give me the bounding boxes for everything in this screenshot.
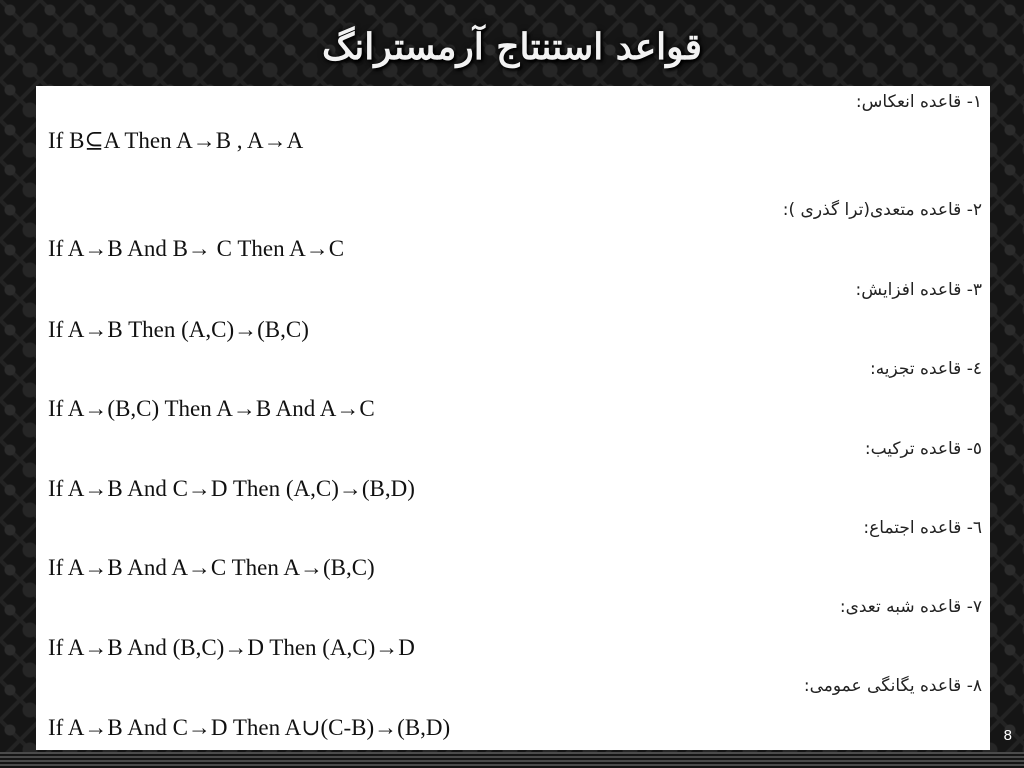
bottom-border [0,752,1024,768]
rule-heading-2: ۲- قاعده متعدی(ترا گذری ): [782,200,982,220]
page-number: 8 [1003,727,1012,744]
rule-formula-8: If A→B And C→D Then A∪(C-B)→(B,D) [48,715,451,740]
rule-heading-3: ۳- قاعده افزایش: [855,280,982,300]
rule-heading-1: ۱- قاعده انعکاس: [855,92,982,112]
rule-formula-1: If B⊆A Then A→B , A→A [48,128,304,153]
slide-title: قواعد استنتاج آرمسترانگ [322,26,702,68]
rule-heading-6: ٦- قاعده اجتماع: [863,518,982,538]
rule-formula-5: If A→B And C→D Then (A,C)→(B,D) [48,476,415,501]
rule-formula-6: If A→B And A→C Then A→(B,C) [48,555,375,580]
rule-heading-5: ٥- قاعده ترکیب: [864,439,982,459]
rule-heading-7: ۷- قاعده شبه تعدی: [839,597,982,617]
rule-formula-2: If A→B And B→ C Then A→C [48,236,345,261]
rule-heading-4: ٤- قاعده تجزیه: [869,359,982,379]
rule-formula-7: If A→B And (B,C)→D Then (A,C)→D [48,635,415,660]
rule-formula-3: If A→B Then (A,C)→(B,C) [48,317,309,342]
rule-formula-4: If A→(B,C) Then A→B And A→C [48,396,375,421]
rule-heading-8: ۸- قاعده یگانگی عمومی: [803,676,982,696]
rules-panel [36,86,990,750]
